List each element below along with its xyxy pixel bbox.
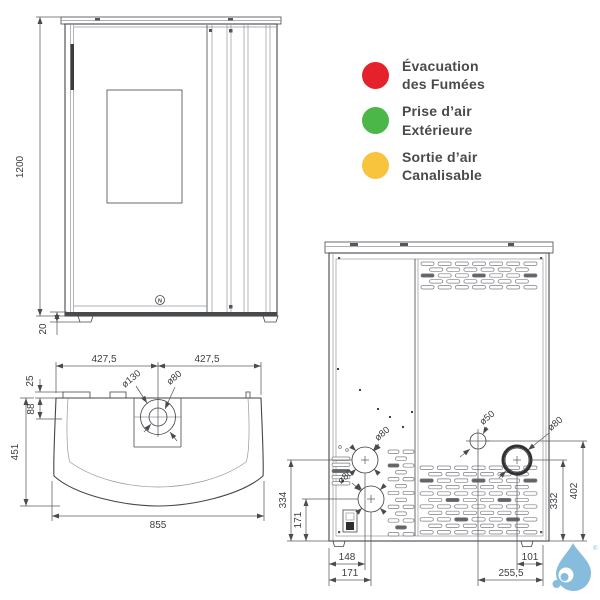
top-port-callouts <box>120 368 185 441</box>
legend-label: Évacuation des Fumées <box>402 58 485 93</box>
front-foot-left <box>78 316 93 322</box>
site-watermark-logo <box>553 543 599 591</box>
back-duct-top-x-label: 148 <box>338 552 356 563</box>
legend-item-smoke-exhaust <box>362 57 532 93</box>
smoke-exhaust-dot-icon <box>362 62 389 89</box>
legend <box>362 57 532 193</box>
back-smoke-dia-label: ø80 <box>545 414 566 434</box>
front-foot-right <box>263 316 278 322</box>
vent-grid-main <box>420 466 537 534</box>
top-flue-offset-label: 88 <box>26 403 37 415</box>
back-foot-right <box>521 541 533 547</box>
back-air-intake-height-label: 402 <box>569 482 580 500</box>
back-air-intake-port <box>460 429 490 457</box>
top-smoke-dia-label: ø80 <box>164 368 185 388</box>
back-air-intake-dia-label: ø50 <box>477 408 498 428</box>
legend-label: Sortie d’air Canalisable <box>402 148 483 183</box>
back-view <box>278 242 587 586</box>
front-foot-height-label: 20 <box>38 323 49 335</box>
top-view <box>10 354 264 531</box>
stove-window <box>107 90 182 203</box>
back-duct-top-height-label: 334 <box>278 491 289 509</box>
svg-text:N: N <box>158 298 162 305</box>
back-foot-left <box>333 541 345 547</box>
top-air-intake-dia-label: ø130 <box>119 367 144 391</box>
back-air-intake-x-label: 255,5 <box>498 568 524 579</box>
legend-item-ductable-air <box>362 148 532 184</box>
vent-grid-top <box>421 262 537 289</box>
power-switch <box>343 510 357 532</box>
vent-grid-left <box>388 450 414 536</box>
front-height-label: 1200 <box>15 155 26 179</box>
back-duct-top-dia-label: ø80 <box>372 424 393 444</box>
back-duct-port-top <box>351 446 379 474</box>
back-smoke-height-label: 332 <box>549 492 560 510</box>
front-view <box>15 17 281 335</box>
back-duct-port-bottom <box>357 485 385 513</box>
outside-air-dot-icon <box>362 107 389 134</box>
door-hinge <box>71 44 75 90</box>
top-rear-offset-label: 25 <box>25 375 36 387</box>
top-handle <box>63 392 90 398</box>
top-half-width-left-label: 427,5 <box>91 354 117 365</box>
back-duct-bottom-dia-label: ø80 <box>335 467 356 487</box>
brand-logo <box>156 296 165 305</box>
svg-text:®: ® <box>593 546 598 552</box>
top-half-width-right-label: 427,5 <box>194 354 220 365</box>
back-smoke-x-label: 101 <box>521 552 539 563</box>
ductable-air-dot-icon <box>362 152 389 179</box>
top-depth-label: 451 <box>10 443 21 461</box>
top-overall-width-label: 855 <box>149 520 167 531</box>
legend-label: Prise d’air Extérieure <box>402 103 473 138</box>
back-duct-bottom-x-label: 171 <box>341 568 359 579</box>
legend-item-outside-air <box>362 102 532 138</box>
back-duct-bottom-height-label: 171 <box>293 511 304 529</box>
